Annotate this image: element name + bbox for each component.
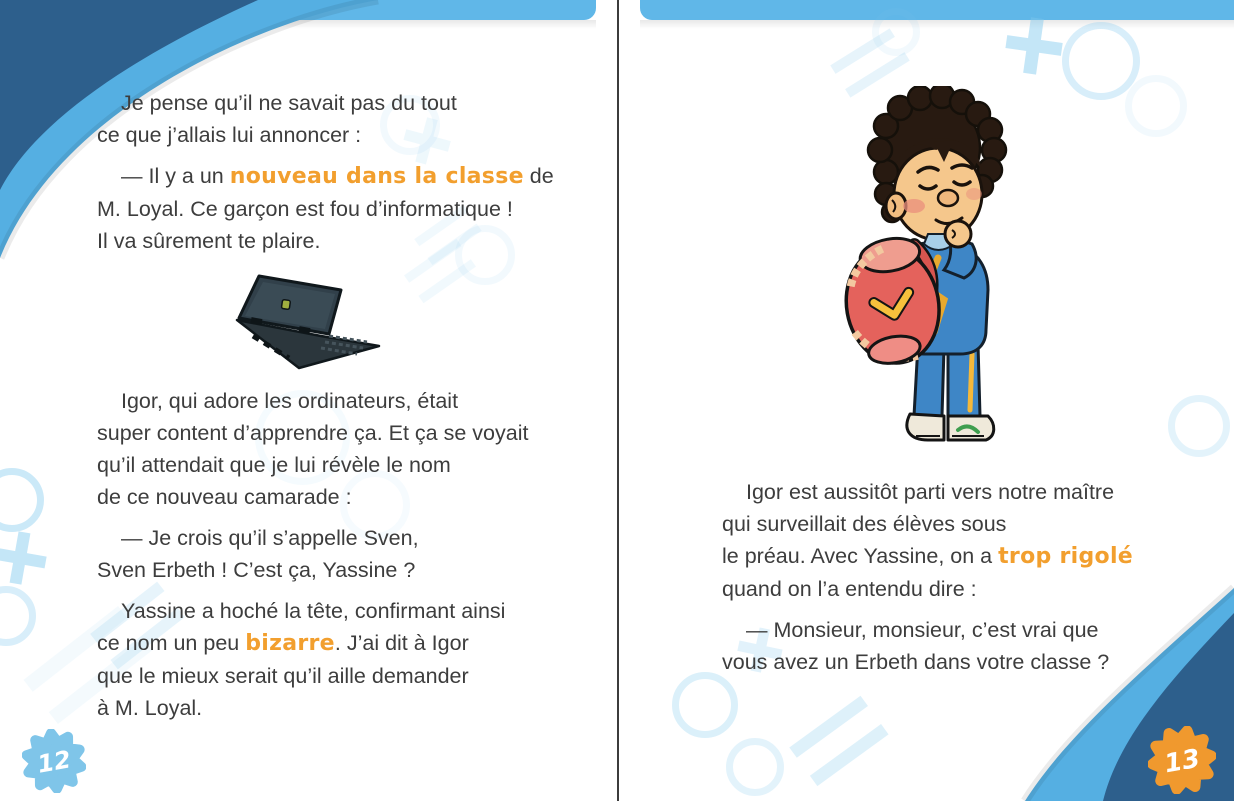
paragraph: [97, 595, 577, 724]
text-line: [722, 614, 1212, 646]
text-line: [97, 193, 577, 225]
text-line: [97, 87, 577, 119]
highlighted-words: trop rigolé: [998, 544, 1134, 569]
text-line: [97, 522, 577, 554]
text-segment: quand on l’a entendu dire :: [722, 577, 977, 601]
text-segment: — Monsieur, monsieur, c’est vrai que: [746, 618, 1099, 642]
text-line: [97, 119, 577, 151]
text-segment: Je pense qu’il ne savait pas du tout: [121, 91, 457, 115]
plus-math-symbol-decoration: [1002, 14, 1065, 77]
text-segment: Yassine a hoché la tête, confirmant ainsi: [121, 599, 506, 623]
text-line: [97, 417, 577, 449]
page-number-badge-right: [1148, 726, 1216, 794]
text-line: [97, 225, 577, 257]
text-line: [722, 508, 1212, 540]
left-page-text-lower: [97, 385, 577, 733]
text-line: [722, 476, 1212, 508]
text-segment: le préau. Avec Yassine, on a: [722, 544, 999, 568]
paragraph: [97, 160, 577, 257]
text-segment: de ce nouveau camarade :: [97, 485, 352, 509]
text-segment: super content d’apprendre ça. Et ça se voyait: [97, 421, 529, 445]
text-line: [722, 646, 1212, 678]
text-segment: — Je crois qu’il s’appelle Sven,: [121, 526, 419, 550]
text-segment: vous avez un Erbeth dans votre classe ?: [722, 650, 1110, 674]
ring-math-symbol-decoration: [0, 586, 36, 646]
plus-math-symbol-decoration: [0, 528, 50, 588]
paragraph: [97, 385, 577, 513]
equals-math-symbol-decoration: [786, 692, 891, 791]
text-line: [97, 660, 577, 692]
paragraph: [97, 87, 577, 151]
ring-math-symbol-decoration: [726, 738, 784, 796]
text-segment: ce que j’allais lui annoncer :: [97, 123, 362, 147]
left-page-text-upper: [97, 87, 577, 266]
text-segment: — Il y a un: [121, 164, 230, 188]
highlighted-words: nouveau dans la classe: [229, 164, 524, 189]
text-segment: M. Loyal. Ce garçon est fou d’informatique !: [97, 197, 513, 221]
ring-math-symbol-decoration: [1125, 75, 1187, 137]
page-number: 13: [1162, 743, 1203, 780]
text-segment: qui surveillait des élèves sous: [722, 512, 1007, 536]
text-line: [97, 692, 577, 724]
paragraph: [97, 522, 577, 586]
ring-math-symbol-decoration: [1168, 395, 1230, 457]
text-segment: . J’ai dit à Igor: [334, 631, 469, 655]
page-spine-divider: [617, 0, 619, 801]
ring-math-symbol-decoration: [1062, 22, 1140, 100]
highlighted-words: bizarre: [245, 631, 335, 656]
ring-math-symbol-decoration: [872, 8, 920, 56]
text-segment: Igor est aussitôt parti vers notre maître: [746, 480, 1115, 504]
text-segment: que le mieux serait qu’il aille demander: [97, 664, 469, 688]
page-number-badge-left: [22, 729, 86, 793]
text-segment: à M. Loyal.: [97, 696, 203, 720]
text-segment: Igor, qui adore les ordinateurs, était: [121, 389, 459, 413]
right-page-text: [722, 476, 1212, 687]
paragraph: [722, 614, 1212, 678]
text-segment: Il va sûrement te plaire.: [97, 229, 321, 253]
page-number: 12: [35, 745, 74, 779]
text-segment: qu’il attendait que je lui révèle le nom: [97, 453, 451, 477]
paragraph: [722, 476, 1212, 605]
boy-with-backpack-illustration: [840, 86, 1020, 451]
ring-math-symbol-decoration: [0, 468, 44, 532]
text-line: [722, 573, 1212, 605]
text-segment: Sven Erbeth ! C’est ça, Yassine ?: [97, 558, 416, 582]
text-segment: ce nom un peu: [97, 631, 246, 655]
laptop-illustration: [233, 274, 393, 374]
text-line: [97, 595, 577, 627]
text-segment: de: [523, 164, 554, 188]
text-line: [97, 160, 577, 193]
text-line: [97, 385, 577, 417]
text-line: [97, 481, 577, 513]
text-line: [722, 540, 1212, 573]
text-line: [97, 554, 577, 586]
text-line: [97, 449, 577, 481]
text-line: [97, 627, 577, 660]
